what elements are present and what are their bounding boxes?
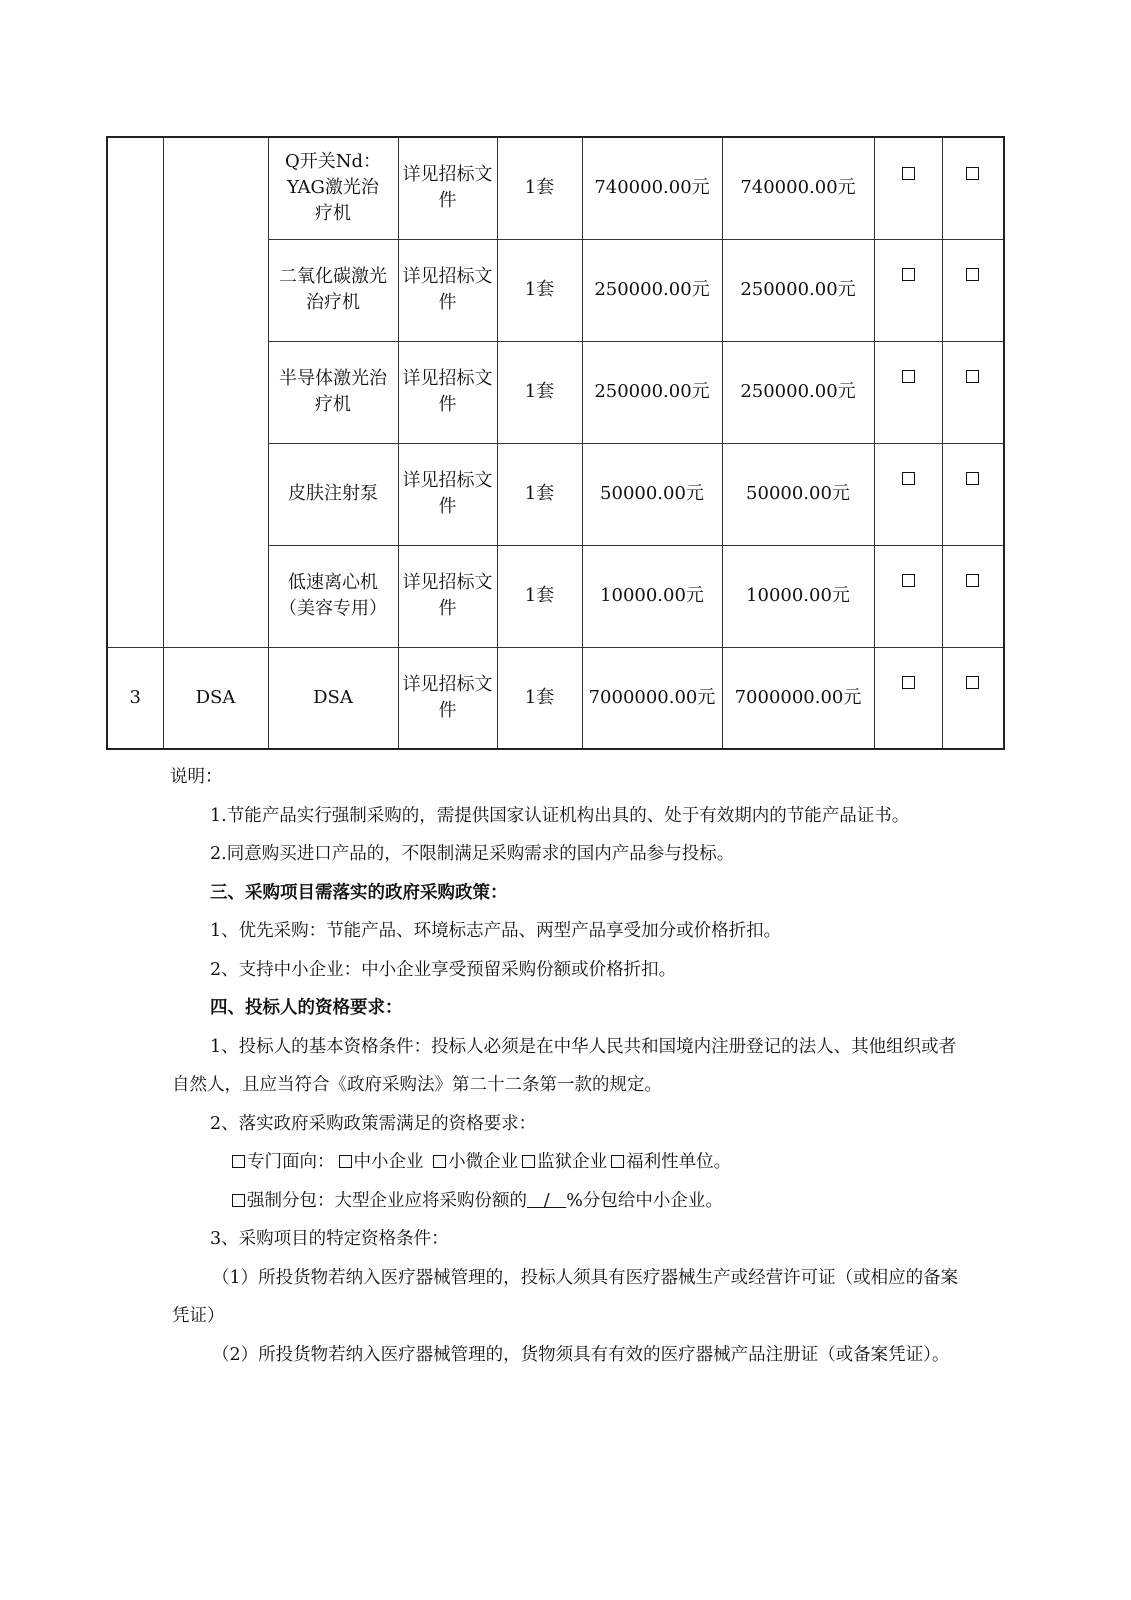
item-qty: 1套: [497, 647, 582, 749]
checkbox-cell: [874, 137, 942, 239]
item-total: 740000.00元: [722, 137, 874, 239]
checkbox[interactable]: [966, 370, 979, 383]
checkbox[interactable]: [902, 676, 915, 689]
checkbox[interactable]: [902, 472, 915, 485]
item-unit-price: 50000.00元: [582, 443, 722, 545]
item-spec: 详见招标文件: [398, 647, 497, 749]
item-spec: 详见招标文件: [398, 137, 497, 239]
section-4-para-2: 2、落实政府采购政策需满足的资格要求：: [210, 1113, 537, 1134]
option-welfare: 福利性单位。: [626, 1152, 732, 1172]
item-qty: 1套: [497, 545, 582, 647]
item-name: 半导体激光治疗机: [268, 341, 398, 443]
option-sme: 中小企业: [353, 1152, 424, 1172]
item-unit-price: 250000.00元: [582, 239, 722, 341]
note-1: 1.节能产品实行强制采购的，需提供国家认证机构出具的、处于有效期内的节能产品证书。: [210, 805, 910, 826]
checkbox[interactable]: [902, 574, 915, 587]
checkbox[interactable]: [433, 1155, 446, 1168]
checkbox[interactable]: [522, 1155, 535, 1168]
checkbox-cell: [942, 239, 1004, 341]
subcontract-tail: %分包给中小企业。: [566, 1190, 723, 1211]
checkbox[interactable]: [339, 1155, 352, 1168]
checkbox-cell: [874, 341, 942, 443]
section-3-para-2: 2、支持中小企业：中小企业享受预留采购份额或价格折扣。: [210, 959, 677, 980]
item-spec: 详见招标文件: [398, 545, 497, 647]
item-total: 50000.00元: [722, 443, 874, 545]
item-unit-price: 10000.00元: [582, 545, 722, 647]
item-qty: 1套: [497, 239, 582, 341]
item-name: Q开关Nd：YAG激光治疗机: [268, 137, 398, 239]
table-row: [107, 137, 1004, 239]
checkbox-cell: [874, 239, 942, 341]
checkbox-cell: [942, 341, 1004, 443]
item-spec: 详见招标文件: [398, 341, 497, 443]
checkbox[interactable]: [966, 472, 979, 485]
checkbox[interactable]: [966, 167, 979, 180]
section-4-para-1: 1、投标人的基本资格条件：投标人必须是在中华人民共和国境内注册登记的法人、其他组织或者自然人，且应当符合《政府采购法》第二十二条第一款的规定。: [172, 1036, 957, 1095]
item-total: 250000.00元: [722, 239, 874, 341]
checkbox[interactable]: [966, 574, 979, 587]
item-name: DSA: [268, 647, 398, 749]
option-micro: 小微企业: [448, 1152, 519, 1172]
checkbox-cell: [874, 443, 942, 545]
item-qty: 1套: [497, 341, 582, 443]
item-qty: 1套: [497, 137, 582, 239]
item-total: 7000000.00元: [722, 647, 874, 749]
checkbox[interactable]: [902, 268, 915, 281]
item-name: 低速离心机（美容专用）: [268, 545, 398, 647]
item-total: 250000.00元: [722, 341, 874, 443]
checkbox[interactable]: [902, 167, 915, 180]
checkbox-cell: [874, 647, 942, 749]
checkbox-cell: [942, 443, 1004, 545]
checkbox[interactable]: [611, 1155, 624, 1168]
section-3-heading: 三、采购项目需落实的政府采购政策：: [210, 882, 508, 903]
section-4-para-3: 3、采购项目的特定资格条件：: [210, 1229, 449, 1249]
note-2: 2.同意购买进口产品的，不限制满足采购需求的国内产品参与投标。: [210, 844, 735, 864]
policy-options-line: [172, 1143, 962, 1182]
package-name-cell: [163, 137, 268, 647]
item-unit-price: 740000.00元: [582, 137, 722, 239]
item-spec: 详见招标文件: [398, 239, 497, 341]
subcontract-label: 强制分包：大型企业应将采购份额的: [247, 1190, 527, 1211]
option-label: 专门面向：: [247, 1152, 335, 1172]
condition-2: （2）所投货物若纳入医疗器械管理的，货物须具有有效的医疗器械产品注册证（或备案凭证）。: [212, 1344, 950, 1365]
document-body: [172, 758, 962, 1374]
checkbox-cell: [942, 647, 1004, 749]
subcontract-line: [172, 1182, 962, 1221]
table-row: [107, 647, 1004, 749]
checkbox[interactable]: [232, 1194, 245, 1207]
item-name: 皮肤注射泵: [268, 443, 398, 545]
checkbox[interactable]: [902, 370, 915, 383]
checkbox[interactable]: [966, 676, 979, 689]
package-name: DSA: [163, 647, 268, 749]
item-qty: 1套: [497, 443, 582, 545]
condition-1: （1）所投货物若纳入医疗器械管理的，投标人须具有医疗器械生产或经营许可证（或相应的备案凭证）: [172, 1267, 959, 1326]
checkbox[interactable]: [966, 268, 979, 281]
procurement-items-table: [106, 136, 1005, 750]
checkbox-cell: [874, 545, 942, 647]
notes-title: 说明：: [170, 767, 223, 787]
row-number-cell: [107, 137, 163, 647]
row-number: 3: [107, 647, 163, 749]
section-4-heading: 四、投标人的资格要求：: [210, 998, 403, 1018]
item-unit-price: 7000000.00元: [582, 647, 722, 749]
item-total: 10000.00元: [722, 545, 874, 647]
item-unit-price: 250000.00元: [582, 341, 722, 443]
section-3-para-1: 1、优先采购：节能产品、环境标志产品、两型产品享受加分或价格折扣。: [210, 921, 782, 941]
subcontract-blank[interactable]: /: [527, 1190, 567, 1211]
option-prison: 监狱企业: [537, 1152, 608, 1172]
item-spec: 详见招标文件: [398, 443, 497, 545]
item-name: 二氧化碳激光治疗机: [268, 239, 398, 341]
checkbox[interactable]: [232, 1155, 245, 1168]
checkbox-cell: [942, 545, 1004, 647]
checkbox-cell: [942, 137, 1004, 239]
